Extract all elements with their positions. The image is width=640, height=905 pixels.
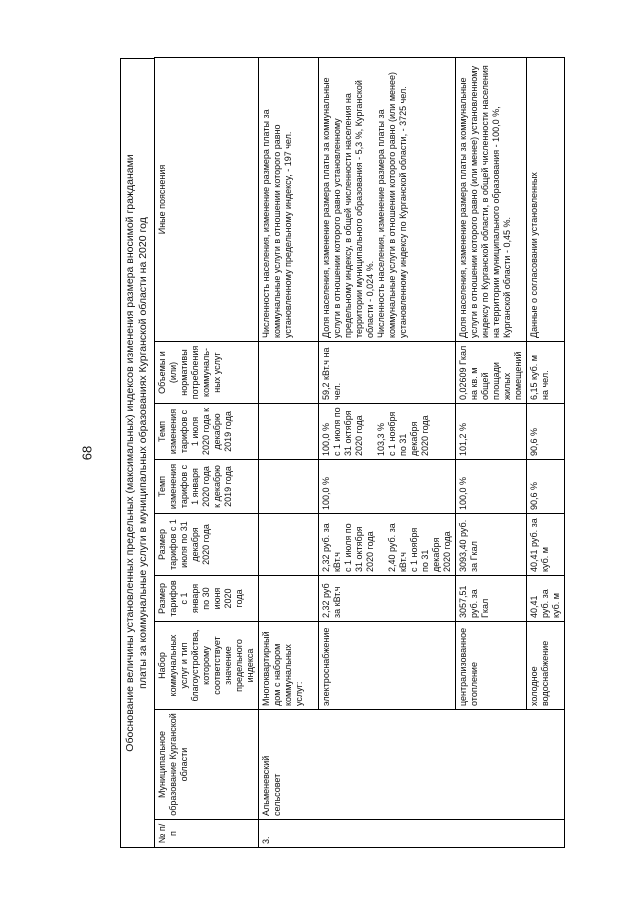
service-rate-h1: 90,6 % [527, 460, 565, 514]
service-tariff-h2: 3093,40 руб. за Гкал [456, 514, 527, 576]
table-row [259, 58, 319, 848]
page-number: 68 [79, 445, 95, 461]
header-tariff-h2: Размер тарифов с 1 июля по 31 декабря 2020 года [155, 514, 259, 576]
service-rate-h1: 100,0 % [456, 460, 527, 514]
service-volume: 59,2 кВт.ч на чел. [319, 342, 456, 404]
rotated-document [120, 58, 620, 848]
header-service-set: Набор коммунальных услуг и тип благоустройства, которому соответствует значение предельного индекса [155, 622, 259, 710]
header-rate-h1: Темп изменения тарифов с 1 января 2020 года к декабрю 2019 года [155, 460, 259, 514]
service-name: электроснабжение [319, 622, 456, 710]
service-volume: 0,02609 Гкал на кв. м общей площади жилых помещений [456, 342, 527, 404]
tariff-table [154, 57, 565, 848]
service-rate-h2: 100,0 % с 1 июля по 31 октября 2020 года 103,3 % с 1 ноября по 31 декабря 2020 года [321, 407, 430, 456]
service-rate-h2: 90,6 % [527, 404, 565, 460]
header-rate-h2: Темп изменения тарифов с 1 июля 2020 года к декабрю 2019 года [155, 404, 259, 460]
service-rate-h1: 100,0 % [319, 460, 456, 514]
row-municipality: Альменевский сельсовет [259, 710, 565, 820]
header-num: № п/п [155, 820, 259, 848]
service-note: Доля населения, изменение размера платы за коммунальные услуги в отношении которого равно (или менее) установленному индексу по Курганской области, в общей численности населения на территории муниципального образования - 100,0 %, Курганской области - 0,45 %. [456, 58, 527, 342]
row-num: 3. [259, 820, 565, 848]
service-tariff-h2: 2,32 руб. за кВт.ч с 1 июля по 31 октября 2020 года 2,40 руб. за кВт.ч с 1 ноября по 31 декабря 2020 года [321, 523, 452, 572]
row-dwelling-note: Численность населения, изменение размера платы за коммунальные услуги в отношении которого равно установленному предельному индексу, - 197 чел. [259, 58, 319, 342]
header-row [155, 58, 259, 848]
service-name: холодное водоснабжение [527, 622, 565, 710]
service-rate-h2: 101,2 % [456, 404, 527, 460]
service-tariff-h1: 2,32 руб за кВт.ч [319, 576, 456, 622]
title-line-1: Обоснование величины установленных предельных (максимальных) индексов изменения размера вносимой гражданами [124, 154, 136, 752]
service-volume: 6,15 куб. м на чел. [527, 342, 565, 404]
title-line-2: платы за коммунальные услуги в муниципальных образованиях Курганской области на 2020 год [137, 217, 149, 689]
service-tariff-h1: 3057,51 руб. за Гкал [456, 576, 527, 622]
header-notes: Иные пояснения [155, 58, 259, 342]
service-note: Доля населения, изменение размера платы за коммунальные услуги в отношении которого равно установленному предельному индексу, в общей численности населения на территории муниципального образования - 5,3 %, Курганской области - 0,024 %. Численность населения, изменение размера платы за коммунальные услуги в отношении которого равно (или менее) установленному индексу по Курганской области, - 3725 чел. [321, 72, 408, 338]
document-title [120, 58, 154, 848]
service-note: Данные о согласовании установленных [527, 58, 565, 342]
service-name: централизованное отопление [456, 622, 527, 710]
row-dwelling: Многоквартирный дом с набором коммунальных услуг: [259, 622, 319, 710]
header-volumes: Объемы и (или) нормативы потребления коммуналь-ных услуг [155, 342, 259, 404]
header-tariff-h1: Размер тарифов с 1 января по 30 июня 2020 года [155, 576, 259, 622]
header-municipality: Муниципальное образование Курганской области [155, 710, 259, 820]
service-tariff-h2: 40,41 руб. за куб. м [527, 514, 565, 576]
service-tariff-h1: 40,41 руб. за куб. м [527, 576, 565, 622]
